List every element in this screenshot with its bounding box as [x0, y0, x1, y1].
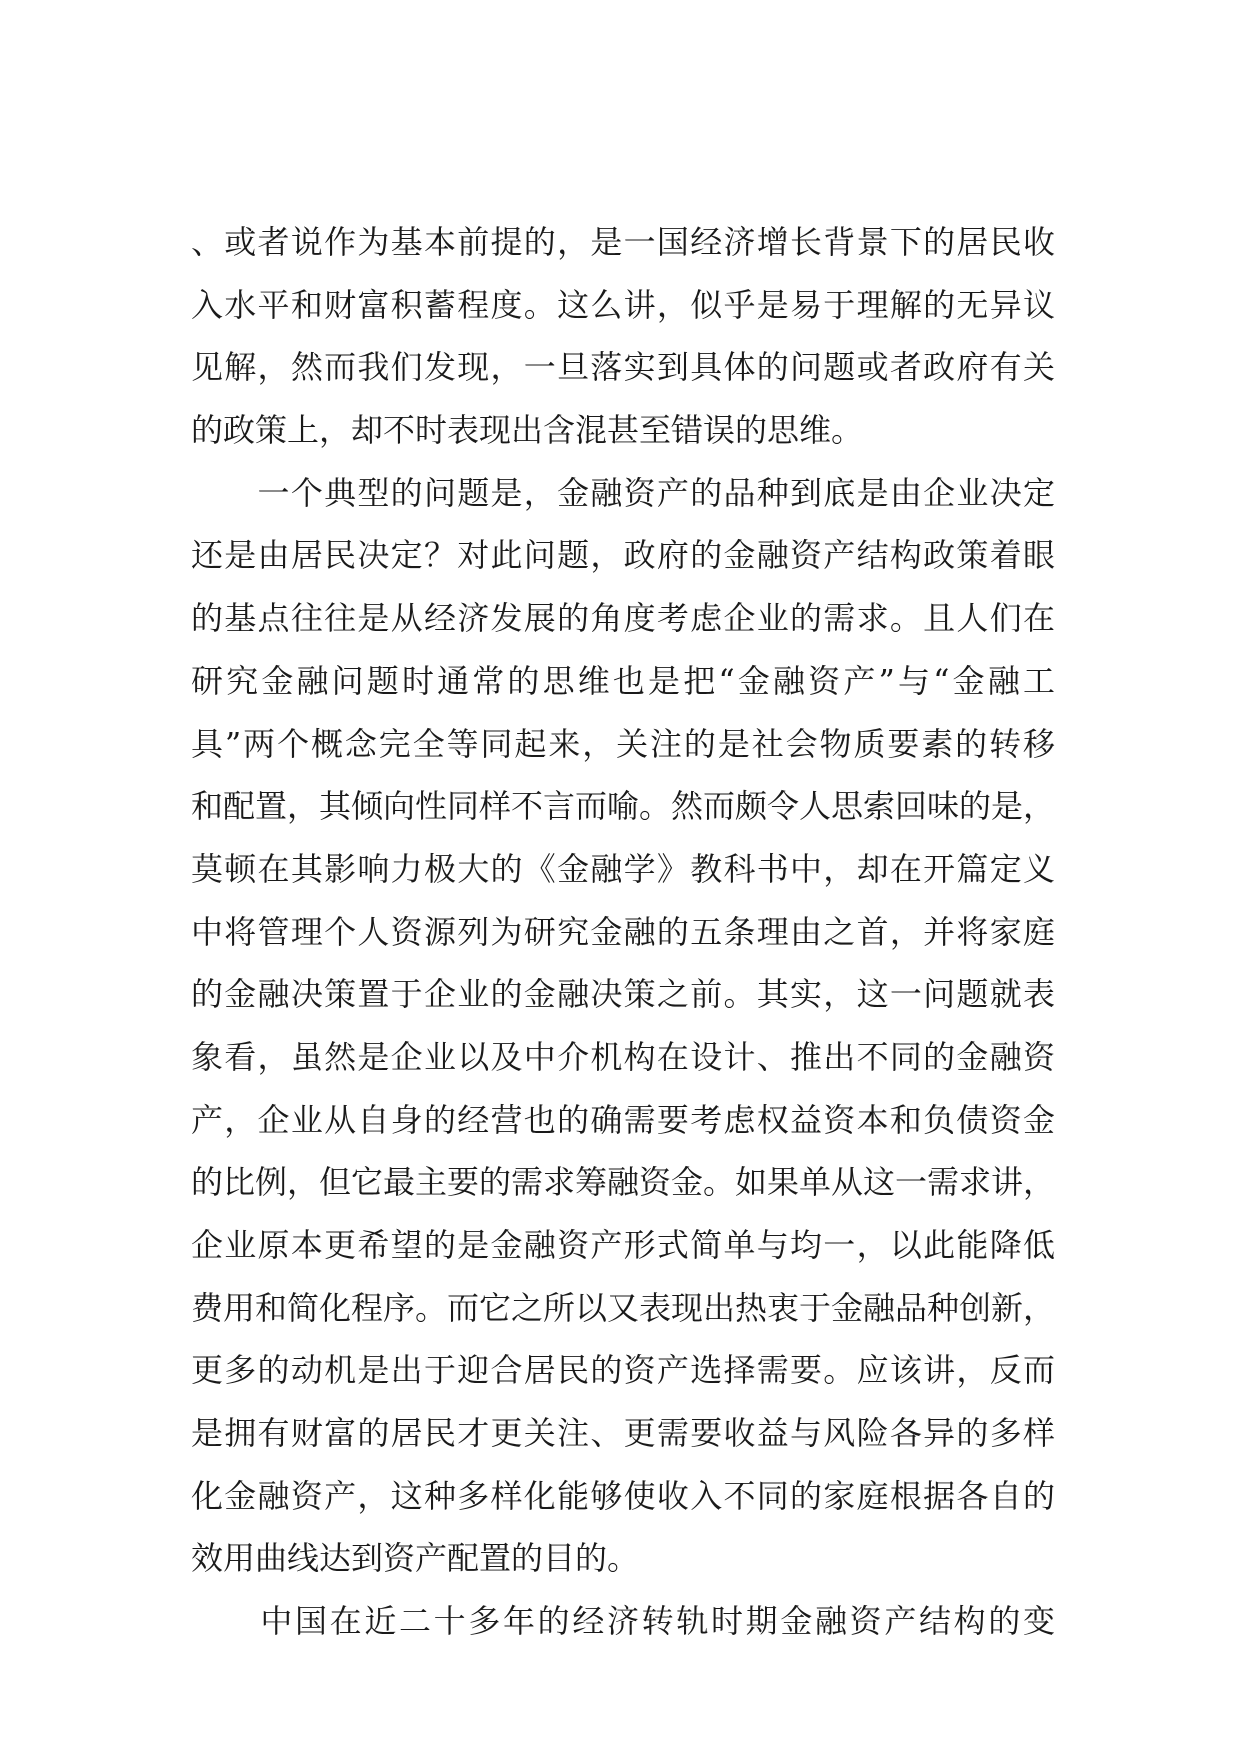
text-line: 莫顿在其影响力极大的《金融学》教科书中，却在开篇定义 [191, 849, 1055, 888]
text-line: 、或者说作为基本前提的，是一国经济增长背景下的居民收 [191, 223, 1055, 261]
text-line: 的政策上，却不时表现出含混甚至错误的思维。 [191, 411, 864, 450]
body-text [191, 220, 1055, 1662]
text-line: 入水平和财富积蓄程度。这么讲，似乎是易于理解的无异议 [191, 285, 1055, 324]
text-line: 的金融决策置于企业的金融决策之前。其实，这一问题就表 [191, 975, 1055, 1014]
text-line: 是拥有财富的居民才更关注、更需要收益与风险各异的多样 [191, 1414, 1055, 1453]
text-line: 更多的动机是出于迎合居民的资产选择需要。应该讲，反而 [191, 1351, 1055, 1390]
text-line: 中国在近二十多年的经济转轨时期金融资产结构的变 [191, 1602, 1055, 1641]
text-line: 的比例，但它最主要的需求筹融资金。如果单从这一需求讲， [191, 1163, 1056, 1202]
text-line: 研究金融问题时通常的思维也是把“金融资产”与“金融工 [191, 661, 1055, 700]
text-line: 化金融资产，这种多样化能够使收入不同的家庭根据各自的 [191, 1476, 1055, 1515]
text-line: 还是由居民决定？对此问题，政府的金融资产结构政策着眼 [191, 536, 1055, 575]
text-line: 象看，虽然是企业以及中介机构在设计、推出不同的金融资 [191, 1037, 1055, 1076]
text-line: 见解，然而我们发现，一旦落实到具体的问题或者政府有关 [191, 348, 1055, 387]
text-line: 具”两个概念完全等同起来，关注的是社会物质要素的转移 [191, 724, 1055, 763]
text-line: 一个典型的问题是，金融资产的品种到底是由企业决定 [191, 473, 1055, 512]
text-line: 的基点往往是从经济发展的角度考虑企业的需求。且人们在 [191, 599, 1055, 638]
text-line: 企业原本更希望的是金融资产形式简单与均一，以此能降低 [191, 1226, 1055, 1264]
text-line: 费用和简化程序。而它之所以又表现出热衷于金融品种创新， [191, 1288, 1056, 1327]
text-line: 效用曲线达到资产配置的目的。 [191, 1539, 640, 1578]
text-line: 和配置，其倾向性同样不言而喻。然而颇令人思索回味的是， [191, 787, 1056, 826]
text-line: 中将管理个人资源列为研究金融的五条理由之首，并将家庭 [191, 912, 1055, 951]
text-line: 产，企业从自身的经营也的确需要考虑权益资本和负债资金 [191, 1100, 1055, 1139]
